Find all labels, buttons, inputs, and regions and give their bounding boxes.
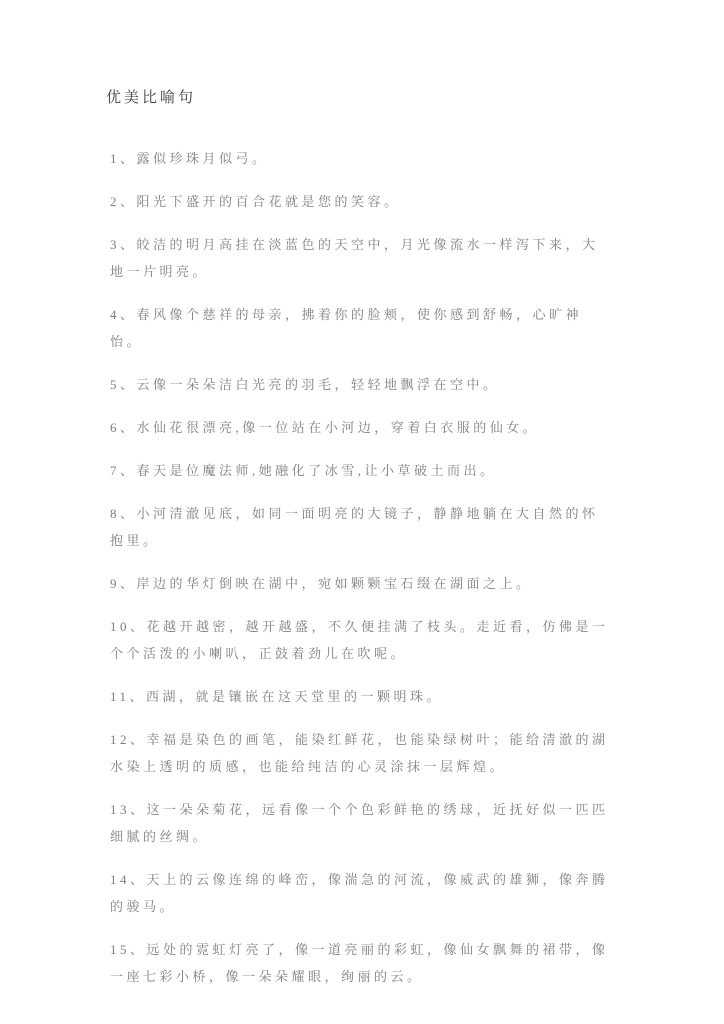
- list-item: 14、天上的云像连绵的峰峦，像湍急的河流，像威武的雄狮，像奔腾的骏马。: [110, 872, 609, 914]
- list-item: 7、春天是位魔法师,她融化了冰雪,让小草破土而出。: [110, 463, 497, 478]
- list-item: 5、云像一朵朵洁白光亮的羽毛，轻轻地飘浮在空中。: [110, 377, 500, 392]
- list-item: 9、岸边的华灯倒映在湖中，宛如颗颗宝石缀在湖面之上。: [110, 576, 533, 591]
- list-item: 3、皎洁的明月高挂在淡蓝色的天空中，月光像流水一样泻下来，大地一片明亮。: [110, 237, 599, 279]
- list-item: 10、花越开越密，越开越盛，不久便挂满了枝头。走近看，仿佛是一个个活泼的小喇叭，正鼓着劲儿在吹呢。: [110, 619, 609, 661]
- list-item: 8、小河清澈见底，如同一面明亮的大镜子，静静地躺在大自然的怀抱里。: [110, 506, 599, 548]
- list-item: 11、西湖，就是镶嵌在这天堂里的一颗明珠。: [110, 689, 444, 704]
- list-item: 2、阳光下盛开的百合花就是您的笑容。: [110, 194, 401, 209]
- list-item: 6、水仙花很漂亮,像一位站在小河边，穿着白衣服的仙女。: [110, 420, 540, 435]
- sentence-list: [106, 145, 614, 990]
- page-title: 优美比喻句: [106, 90, 197, 106]
- list-item: 13、这一朵朵菊花，远看像一个个色彩鲜艳的绣球，近抚好似一匹匹细腻的丝绸。: [110, 802, 609, 844]
- list-item: 1、露似珍珠月似弓。: [110, 151, 269, 166]
- list-item: 12、幸福是染色的画笔，能染红鲜花，也能染绿树叶；能给清澈的湖水染上透明的质感，也能给纯洁的心灵涂抹一层辉煌。: [110, 732, 609, 774]
- list-item: 4、春风像个慈祥的母亲，拂着你的脸颊，使你感到舒畅，心旷神怡。: [110, 307, 583, 349]
- list-item: 15、远处的霓虹灯亮了，像一道亮丽的彩虹，像仙女飘舞的裙带，像一座七彩小桥，像一朵朵耀眼，绚丽的云。: [110, 942, 609, 984]
